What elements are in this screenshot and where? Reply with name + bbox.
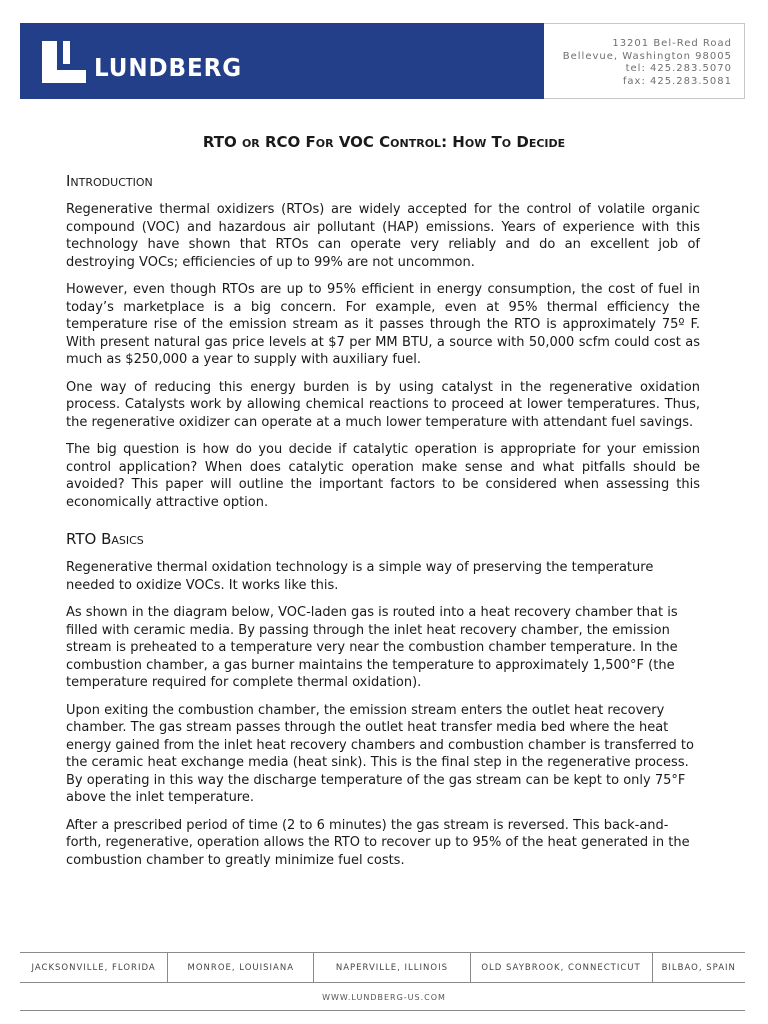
company-name: LUNDBERG bbox=[94, 53, 243, 82]
logo-banner bbox=[20, 23, 544, 99]
company-address bbox=[563, 38, 732, 88]
paragraph: As shown in the diagram below, VOC-laden gas is routed into a heat recovery chamber that is filled with ceramic media. By passing through the inlet heat recovery chamber, the emission stream is preheated to a temperature very near the combustion chamber temperature. In the combustion chamber, a gas burner maintains the temperature to approximately 1,500°F (the temperature required for complete thermal oxidation). bbox=[66, 605, 678, 690]
lundberg-logo-icon bbox=[42, 41, 86, 83]
paragraph: However, even though RTOs are up to 95% efficient in energy consumption, the cost of fuel in today’s marketplace is a big concern. For example, even at 95% thermal efficiency the temperature rise of the emission stream as it passes through the RTO is approximately 75º F. With present natural gas price levels at $7 per MM BTU, a source with 50,000 scfm could cost as much as $250,000 a year to supply with auxiliary fuel. bbox=[66, 282, 700, 367]
document-title: RTO or RCO For VOC Control: How To Decide bbox=[202, 133, 566, 151]
letterhead bbox=[20, 23, 745, 99]
paragraph: The big question is how do you decide if catalytic operation is appropriate for your emission control application? When does catalytic operation make sense and what pitfalls should be avoided? This paper will outline the important factors to be considered when assessing this economically attractive option. bbox=[66, 442, 700, 510]
address-line: Bellevue, Washington 98005 bbox=[562, 50, 732, 62]
paragraph: Regenerative thermal oxidizers (RTOs) are widely accepted for the control of volatile organic compound (VOC) and hazardous air pollutant (HAP) emissions. Years of experience with this technology have shown that RTOs can operate very reliably and do an excellent job of destroying VOCs; efficiencies of up to 99% are not uncommon. bbox=[66, 202, 700, 270]
address-block bbox=[544, 23, 745, 99]
website-url: WWW.LUNDBERG-US.COM bbox=[322, 993, 446, 1002]
location-bilbao: BILBAO, SPAIN bbox=[661, 962, 736, 973]
section-heading-introduction: Introduction bbox=[66, 172, 153, 190]
office-locations bbox=[20, 952, 745, 983]
paragraph: One way of reducing this energy burden is by using catalyst in the regenerative oxidation process. Catalysts work by allowing chemical reactions to proceed at lower temperatures. Thus, the regenerative oxidizer can operate at a much lower temperature with attendant fuel savings. bbox=[66, 379, 700, 430]
document-body bbox=[66, 170, 700, 879]
location-jacksonville: JACKSONVILLE, FLORIDA bbox=[20, 953, 168, 982]
location-old-saybrook: OLD SAYBROOK, CONNECTICUT bbox=[471, 953, 653, 982]
paragraph: After a prescribed period of time (2 to 6 minutes) the gas stream is reversed. This back-and-forth, regenerative, operation allows the RTO to recover up to 95% of the heat generated in the combustion chamber to greatly minimize fuel costs. bbox=[66, 817, 690, 868]
paragraph: Regenerative thermal oxidation technology is a simple way of preserving the temperature needed to oxidize VOCs. It works like this. bbox=[66, 560, 654, 593]
phone-line: tel: 425.283.5070 bbox=[625, 63, 732, 74]
section-heading-rto-basics: RTO Basics bbox=[66, 530, 144, 548]
location-naperville: NAPERVILLE, ILLINOIS bbox=[314, 953, 470, 982]
fax-line: fax: 425.283.5081 bbox=[622, 75, 732, 87]
address-line: 13201 Bel-Red Road bbox=[612, 38, 732, 49]
location-monroe: MONROE, LOUISIANA bbox=[168, 953, 314, 982]
footer-divider bbox=[20, 1010, 745, 1011]
paragraph: Upon exiting the combustion chamber, the emission stream enters the outlet heat recovery chamber. The gas stream passes through the outlet heat transfer media bed where the heat energy gained from the inlet heat recovery chambers and combustion chamber is transferred to the ceramic heat exchange media (heat sink). This is the final step in the regenerative process. By operating in this way the discharge temperature of the gas stream can be kept to only 75°F above the inlet temperature. bbox=[66, 702, 694, 805]
